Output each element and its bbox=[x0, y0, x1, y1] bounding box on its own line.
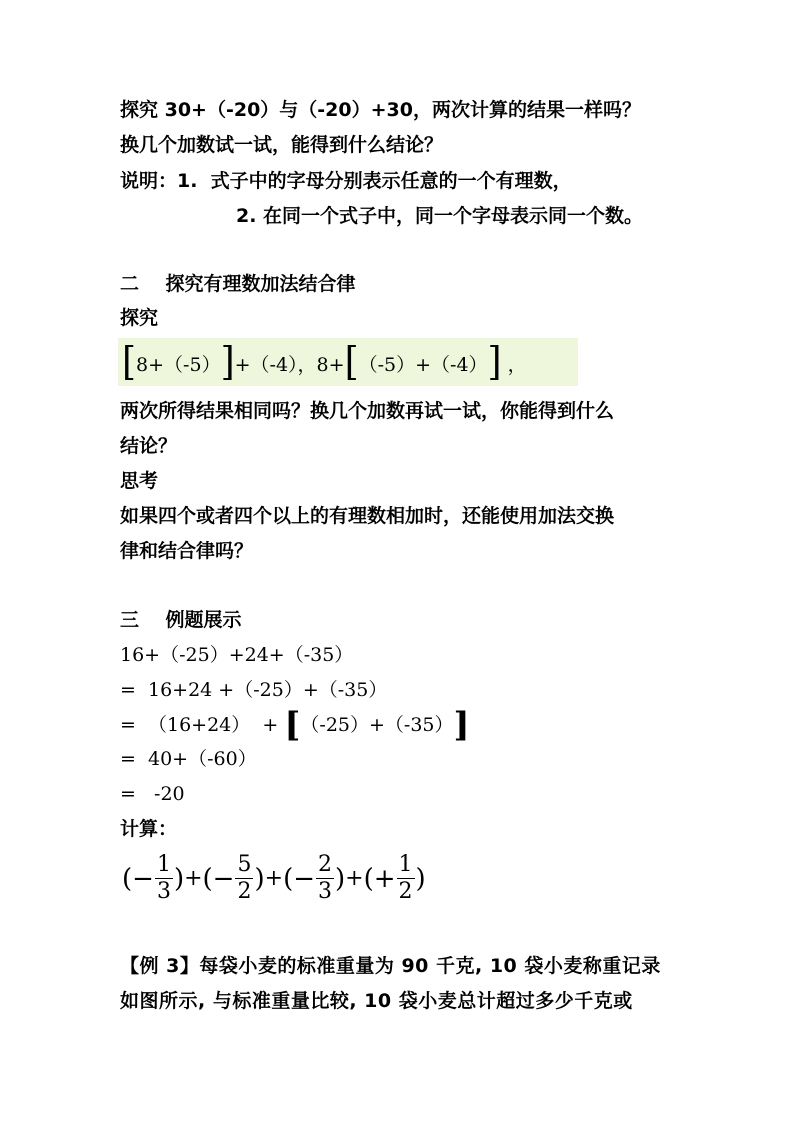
note-line-1: 说明：1. 式子中的字母分别表示任意的一个有理数， bbox=[120, 170, 572, 192]
question-line-1: 两次所得结果相同吗？换几个加数再试一试，你能得到什么 bbox=[120, 400, 615, 422]
bracket-open: [ bbox=[122, 339, 137, 385]
explore-label: 探究 bbox=[120, 307, 159, 329]
think-line-2: 律和结合律吗？ bbox=[120, 540, 254, 562]
plus-op: + bbox=[264, 866, 284, 891]
fraction-5-2: $\frac{5}{2}$ bbox=[237, 852, 252, 904]
calc-label: 计算： bbox=[120, 818, 178, 840]
term1-close: ) bbox=[173, 863, 185, 894]
formula-a-rest: +（-4），8+ bbox=[234, 353, 345, 376]
term4-open: (+ bbox=[363, 863, 396, 894]
step-3-inner: （-25）+（-35） bbox=[300, 714, 454, 736]
think-label: 思考 bbox=[120, 470, 159, 492]
step-3-lead: = （16+24） + bbox=[120, 714, 285, 736]
example3-line-1: 【例 3】每袋小麦的标准重量为 90 千克, 10 袋小麦称重记录 bbox=[120, 955, 661, 977]
fraction-1-2: $\frac{1}{2}$ bbox=[398, 852, 413, 904]
term3-open: (− bbox=[283, 863, 315, 894]
calc-expression bbox=[122, 852, 426, 905]
plus-op: + bbox=[345, 866, 364, 891]
bracket-open: [ bbox=[344, 339, 359, 385]
term2-open: (− bbox=[202, 863, 235, 894]
think-line-1: 如果四个或者四个以上的有理数相加时，还能使用加法交换 bbox=[120, 505, 615, 527]
associative-formula bbox=[122, 339, 527, 385]
step-1: 16+（-25）+24+（-35） bbox=[120, 644, 354, 666]
step-5: = -20 bbox=[120, 783, 185, 805]
term2-close: ) bbox=[254, 863, 265, 894]
fraction-2-3: $\frac{2}{3}$ bbox=[318, 852, 332, 904]
term3-close: ) bbox=[335, 863, 346, 894]
plus-op: + bbox=[184, 866, 203, 891]
explore-line-1: 探究 30+（-20）与（-20）+30，两次计算的结果一样吗？ bbox=[120, 99, 641, 121]
formula-b-inner: （-5）+（-4） bbox=[358, 353, 488, 376]
bracket-close: ] bbox=[220, 339, 235, 385]
note-line-2: 2. 在同一个式子中，同一个字母表示同一个数。 bbox=[236, 205, 644, 227]
bracket-close: ] bbox=[453, 705, 470, 745]
formula-a-inner: 8+（-5） bbox=[136, 353, 221, 376]
explore-line-2: 换几个加数试一试，能得到什么结论？ bbox=[120, 134, 444, 156]
step-4: = 40+（-60） bbox=[120, 748, 257, 770]
fraction-1-3: $\frac{1}{3}$ bbox=[156, 852, 171, 904]
section2-heading: 二 探究有理数加法结合律 bbox=[120, 273, 356, 295]
step-3 bbox=[120, 705, 470, 745]
bracket-close: ] bbox=[487, 339, 502, 385]
step-2: = 16+24 +（-25）+（-35） bbox=[120, 679, 388, 701]
bracket-open: [ bbox=[284, 705, 301, 745]
formula-tail: ， bbox=[501, 353, 527, 376]
example3-line-2: 如图所示, 与标准重量比较, 10 袋小麦总计超过多少千克或 bbox=[120, 990, 633, 1012]
question-line-2: 结论？ bbox=[120, 435, 178, 457]
section3-heading: 三 例题展示 bbox=[120, 609, 242, 631]
term1-open: (− bbox=[122, 863, 154, 894]
term4-close: ) bbox=[415, 863, 426, 894]
